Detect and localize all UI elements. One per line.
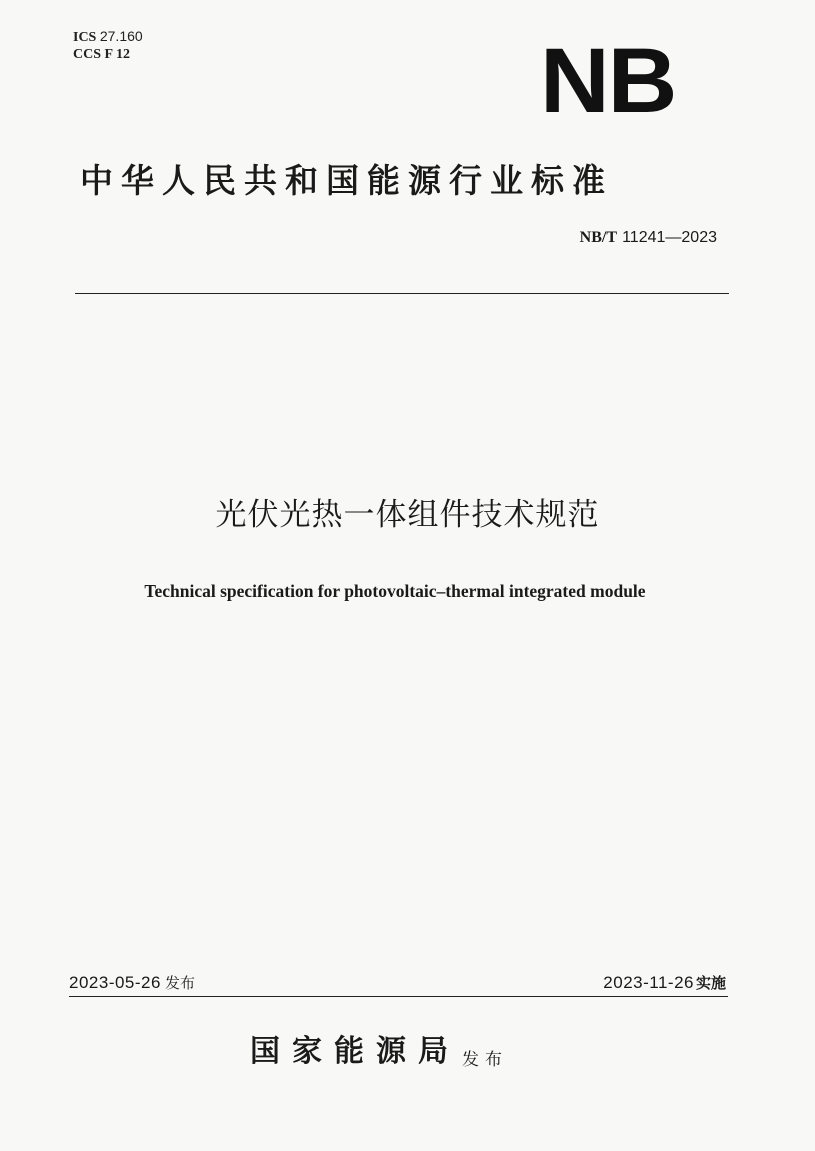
issue-date: 2023-05-26 <box>69 973 161 992</box>
standard-number-value: 11241—2023 <box>622 229 717 246</box>
standard-number-prefix: NB/T <box>579 229 617 246</box>
header-divider <box>75 293 729 294</box>
issuer-name: 国家能源局 <box>250 1034 460 1069</box>
ics-label: ICS <box>73 30 97 45</box>
ccs-code <box>73 46 143 63</box>
issue-label: 发布 <box>164 974 195 992</box>
document-title-english: Technical specification for photovoltaic–thermal integrated module <box>144 581 646 601</box>
standard-category-title: 中华人民共和国能源行业标准 <box>80 161 613 200</box>
document-title-chinese: 光伏光热一体组件技术规范 <box>215 497 600 533</box>
implement-date: 2023-11-26 <box>603 973 694 992</box>
ccs-label: CCS <box>73 47 102 62</box>
implement-date-block <box>603 971 726 995</box>
ics-code <box>73 28 143 46</box>
issuer-action: 发布 <box>462 1050 508 1070</box>
issue-date-block <box>69 971 195 995</box>
implement-label: 实施 <box>695 974 726 992</box>
ics-value: 27.160 <box>99 28 143 44</box>
ccs-value: F 12 <box>104 47 131 62</box>
classification-codes <box>73 28 143 63</box>
footer-divider <box>69 996 728 997</box>
issuer-block <box>250 1030 508 1078</box>
standard-number <box>580 227 717 247</box>
nb-logo: NB <box>540 30 676 132</box>
